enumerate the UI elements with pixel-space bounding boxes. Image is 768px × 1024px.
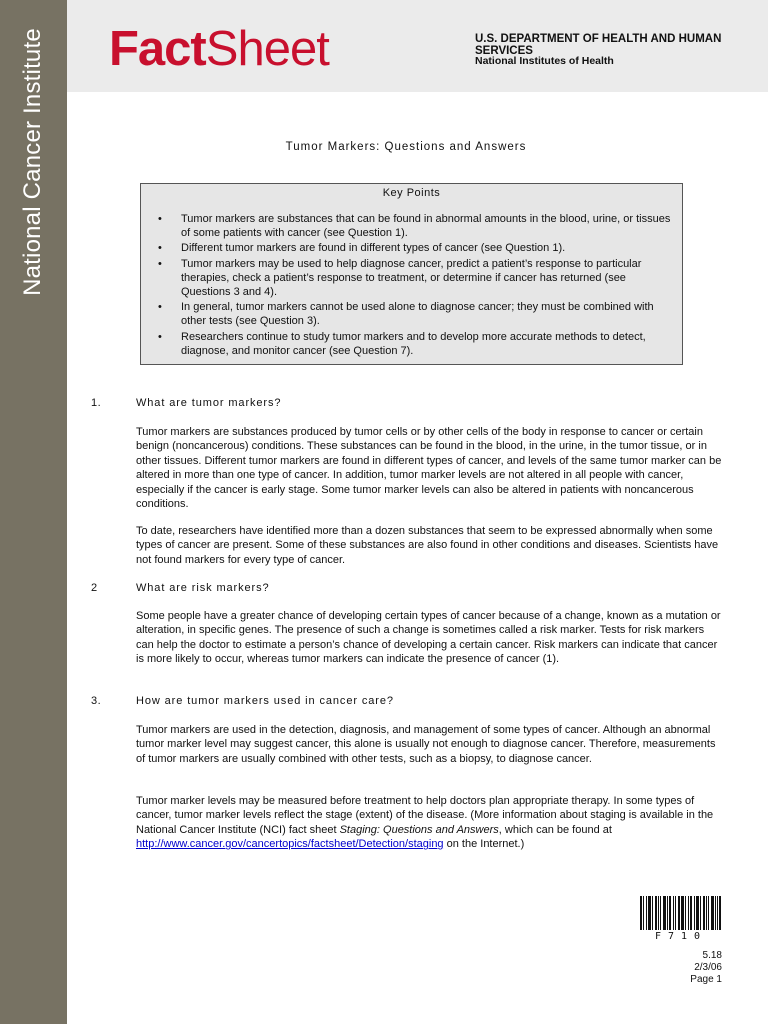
header <box>67 0 768 92</box>
paragraph-text: on the Internet.) <box>443 838 525 851</box>
logo-bold-text: Fact <box>109 22 206 76</box>
question-heading: What are tumor markers? <box>136 397 282 409</box>
agency-name: U.S. DEPARTMENT OF HEALTH AND HUMAN SERVICES <box>475 33 722 57</box>
agency-subname: National Institutes of Health <box>475 55 614 67</box>
paragraph-text: , which can be found at <box>498 823 612 836</box>
logo-light-text: Sheet <box>205 22 329 76</box>
footer-code: 5.18 <box>702 950 722 961</box>
paragraph: Some people have a greater chance of developing certain types of cancer because of a change, known as a mutation or alteration, in specific genes. The presence of such a change is sometimes called a risk marker. Tests for risk markers can help the doctor to estimate a person’s chance of developing a certain cancer. Risk markers can indicate that cancer is more likely to occur, whereas tumor markers can indicate the presence of cancer (1). <box>136 610 721 666</box>
key-point <box>158 257 673 300</box>
bullet-icon: • <box>158 257 162 270</box>
question-number: 1. <box>91 397 102 409</box>
bullet-icon: • <box>158 330 162 343</box>
key-point <box>158 212 673 240</box>
bullet-icon: • <box>158 242 162 255</box>
paragraph: To date, researchers have identified more than a dozen substances that seem to be expressed abnormally when some types of cancer are present. Some of these substances are also found in other conditions and diseases. Scientists have not found markers for every type of cancer. <box>136 525 719 566</box>
key-point-text: Different tumor markers are found in different types of cancer (see Question 1). <box>181 242 566 255</box>
footer-page: Page 1 <box>690 974 722 985</box>
paragraph <box>136 794 724 852</box>
key-point <box>158 241 673 255</box>
key-points-heading: Key Points <box>382 187 441 199</box>
staging-link[interactable]: http://www.cancer.gov/cancertopics/factsheet/Detection/staging <box>136 838 444 851</box>
question-heading: What are risk markers? <box>136 582 270 594</box>
footer-date: 2/3/06 <box>694 962 722 973</box>
bullet-icon: • <box>158 301 162 314</box>
sidebar-band <box>0 0 67 1024</box>
bullet-icon: • <box>158 213 162 225</box>
factsheet-logo <box>109 20 329 78</box>
key-point <box>158 300 673 328</box>
barcode-number: F710 <box>655 931 708 942</box>
key-point-text: Tumor markers are substances that can be found in abnormal amounts in the blood, urine, or tissues of some patients with cancer (see Question 1). <box>181 213 671 240</box>
publication-title: Staging: Questions and Answers <box>339 823 499 836</box>
key-point-text: Researchers continue to study tumor markers and to develop more accurate methods to detect, diagnose, and monitor cancer (see Question 7). <box>181 330 646 357</box>
key-point-text: Tumor markers may be used to help diagnose cancer, predict a patient’s response to particular therapies, check a patient’s response to treatment, or determine if cancer has returned (see Questions 3 and 4). <box>181 257 642 299</box>
question-number: 2 <box>91 582 98 594</box>
paragraph-text: Tumor marker levels may be measured before treatment to help doctors plan appropriate therapy. In some types of cancer, tumor marker levels reflect the stage (extent) of the disease. (More information about staging is available in the National Cancer Institute (NCI) fact sheet <box>136 795 714 836</box>
key-point-text: In general, tumor markers cannot be used alone to diagnose cancer; they must be combined with other tests (see Question 3). <box>181 301 654 328</box>
question-heading: How are tumor markers used in cancer care? <box>136 695 394 707</box>
key-points-list <box>158 212 673 358</box>
key-point <box>158 330 673 358</box>
paragraph: Tumor markers are substances produced by tumor cells or by other cells of the body in response to cancer or certain benign (noncancerous) conditions. These substances can be found in the blood, in the urine, in the tumor tissue, or in other tissues. Different tumor markers are found in different types of cancer, and levels of the same tumor marker can be altered in more than one type of cancer. In addition, tumor marker levels are not altered in all people with cancer, especially if the cancer is early stage. Some tumor marker levels can also be altered in patients with noncancerous conditions. <box>136 426 722 511</box>
question-number: 3. <box>91 695 102 707</box>
key-points-box <box>140 183 683 365</box>
paragraph: Tumor markers are used in the detection, diagnosis, and management of some types of cancer. Although an abnormal tumor marker level may suggest cancer, this alone is usually not enough to diagnose cancer. Therefore, measurements of tumor markers are usually combined with other tests, such as a biopsy, to diagnose cancer. <box>136 724 716 765</box>
document-title: Tumor Markers: Questions and Answers <box>285 141 527 153</box>
barcode-icon <box>640 896 721 930</box>
sidebar-label: National Cancer Institute <box>19 28 46 296</box>
